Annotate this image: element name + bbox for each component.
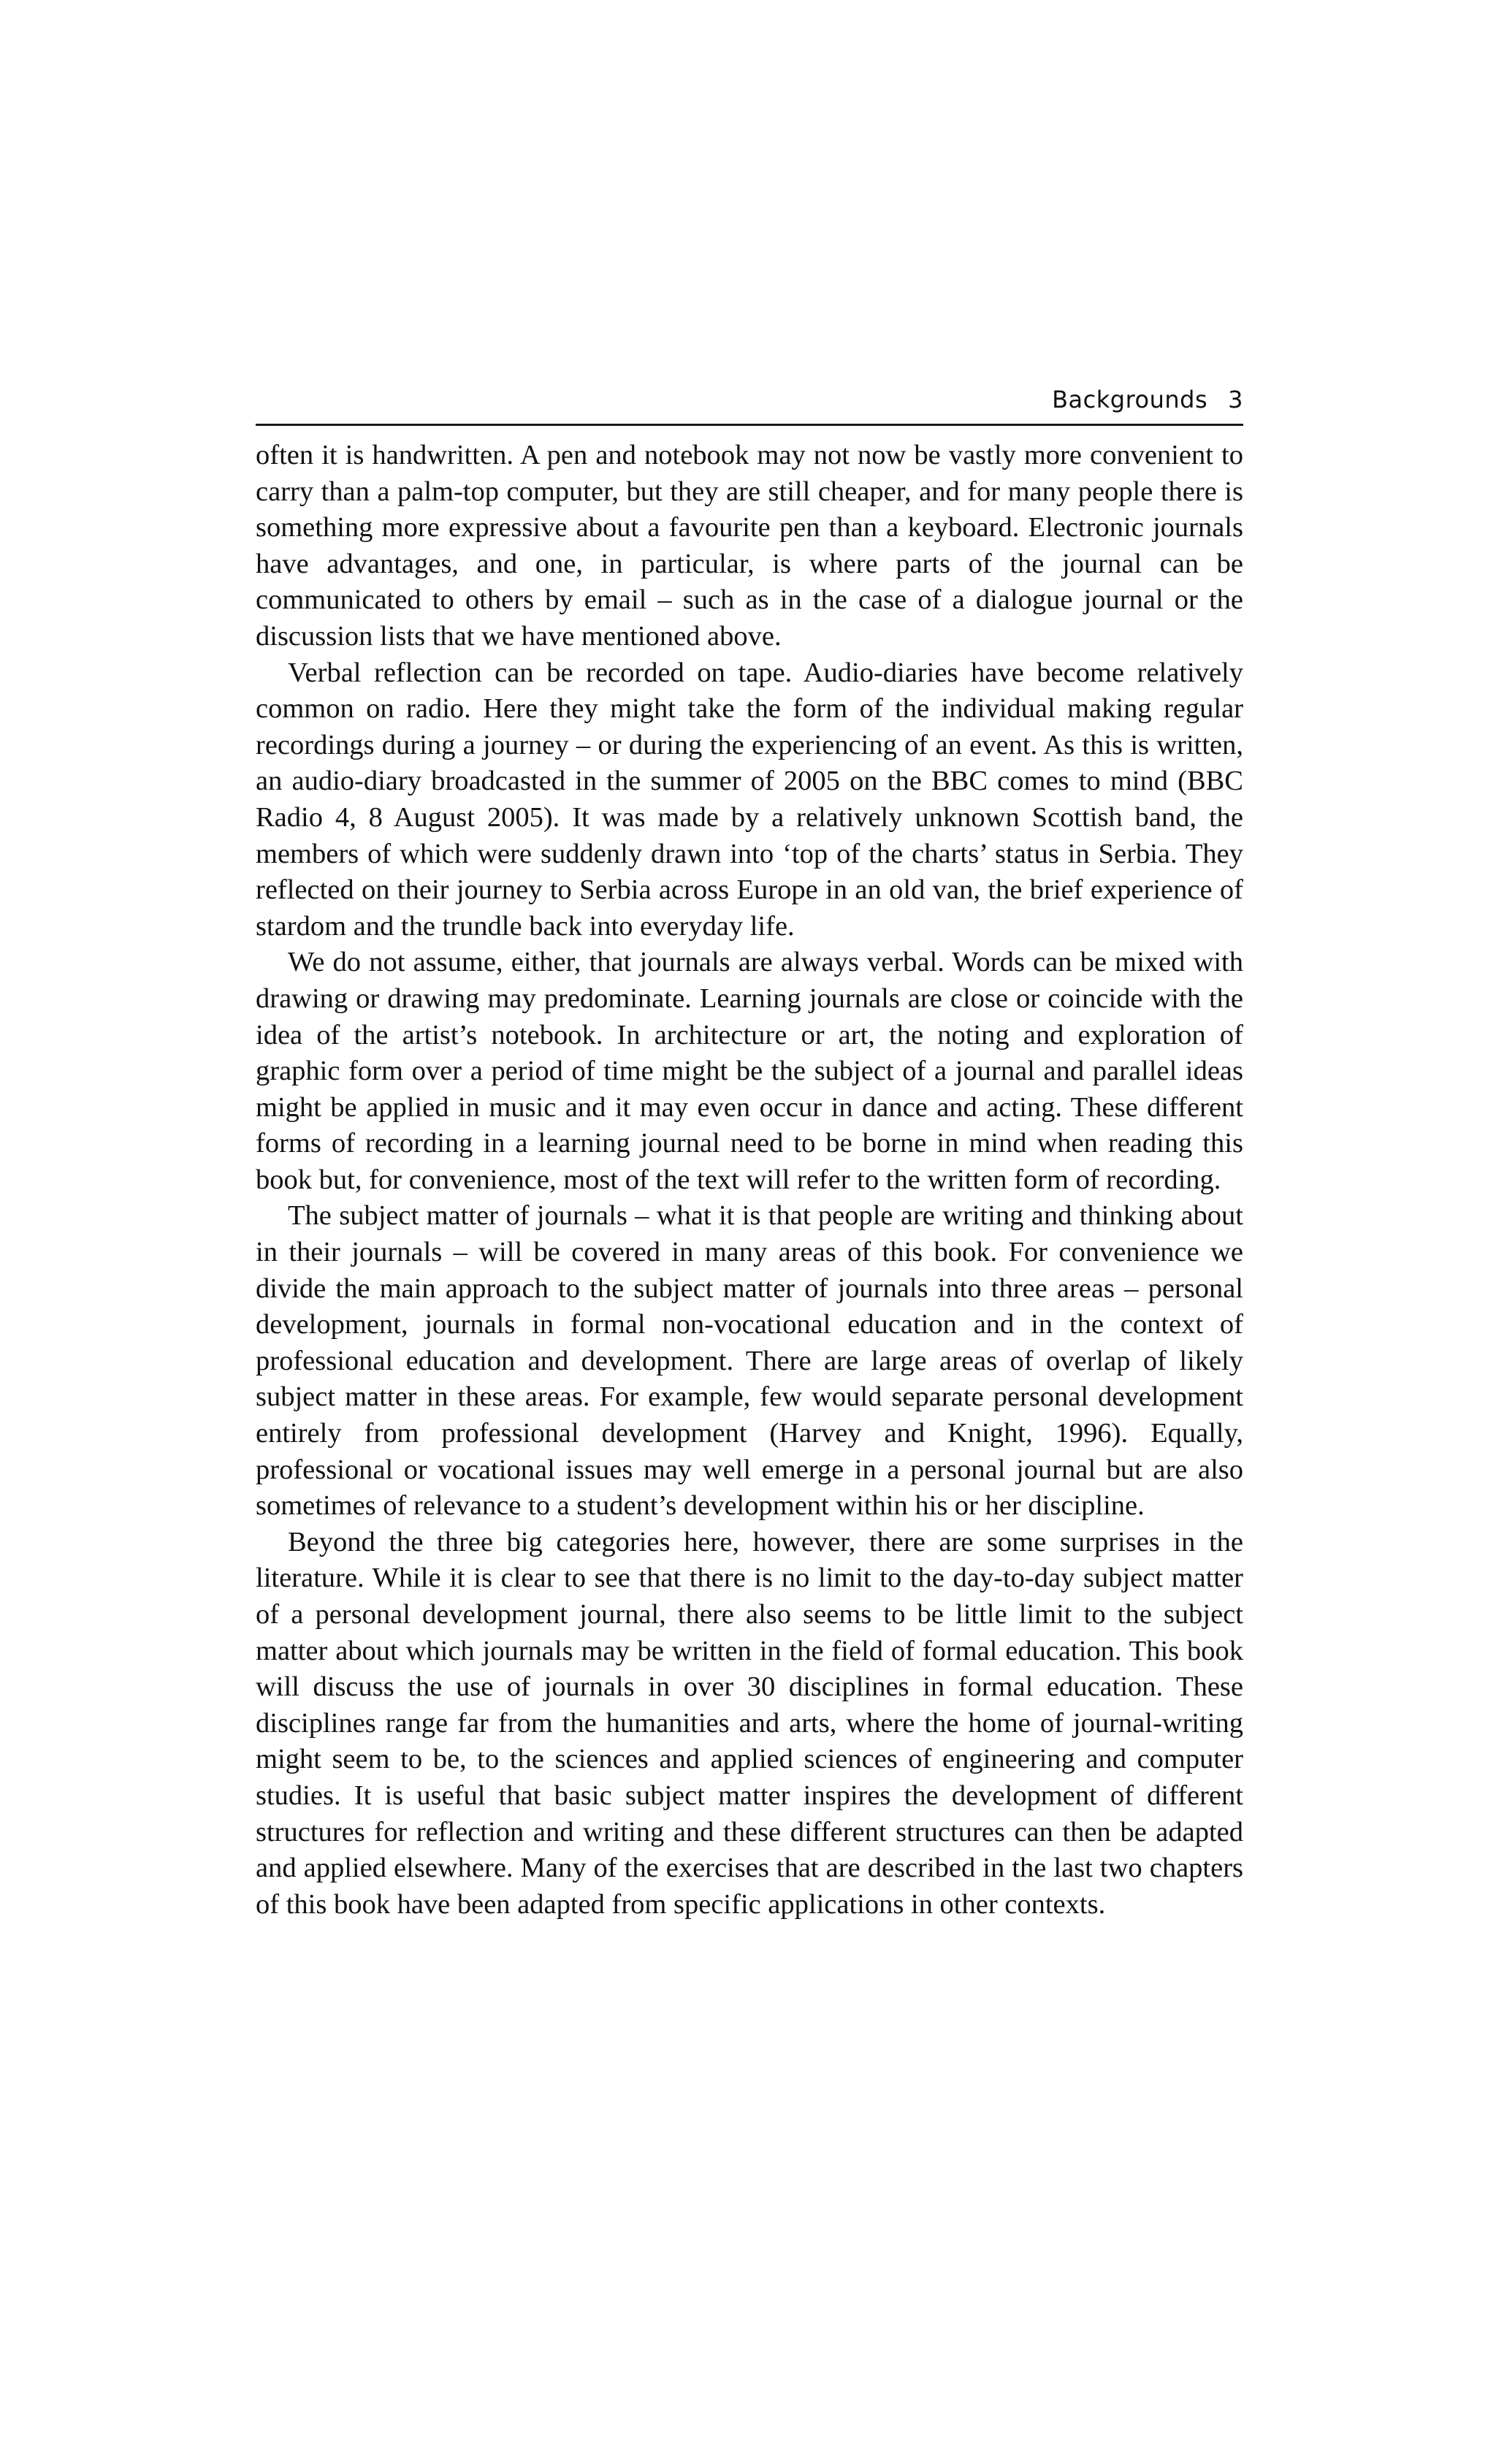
page-number: 3	[1228, 386, 1243, 413]
running-title: Backgrounds	[1052, 386, 1208, 413]
paragraph-2: Verbal reflection can be recorded on tape. Audio-diaries have become relatively common on radio. Here they might take the form of the individual making regular recordings during a journey – or during the experiencing of an event. As this is written, an audio-diary broadcasted in the summer of 2005 on the BBC comes to mind (BBC Radio 4, 8 August 2005). It was made by a relatively unknown Scottish band, the members of which were suddenly drawn into ‘top of the charts’ status in Serbia. They reflected on their journey to Serbia across Europe in an old van, the brief experience of stardom and the trundle back into everyday life.	[256, 657, 1243, 942]
paragraph-3: We do not assume, either, that journals are always verbal. Words can be mixed with drawing or drawing may predominate. Learning journals are close or coincide with the idea of the artist’s notebook. In architecture or art, the noting and exploration of graphic form over a period of time might be the subject of a journal and parallel ideas might be applied in music and it may even occur in dance and acting. These different forms of recording in a learning journal need to be borne in mind when reading this book but, for convenience, most of the text will refer to the written form of recording.	[256, 947, 1243, 1195]
paragraph-5: Beyond the three big categories here, however, there are some surprises in the literature. While it is clear to see that there is no limit to the day-to-day subject matter of a personal development journal, there also seems to be little limit to the subject matter about which journals may be written in the field of formal education. This book will discuss the use of journals in over 30 disciplines in formal education. These disciplines range far from the humanities and arts, where the home of journal-writing might seem to be, to the sciences and applied sciences of engineering and computer studies. It is useful that basic subject matter inspires the development of different structures for reflection and writing and these different structures can then be adapted and applied elsewhere. Many of the exercises that are described in the last two chapters of this book have been adapted from specific applications in other contexts.	[256, 1526, 1243, 1920]
book-page	[256, 380, 1243, 1923]
running-head-text	[1052, 386, 1243, 413]
running-head	[256, 380, 1243, 426]
paragraph-1: often it is handwritten. A pen and notebook may not now be vastly more convenient to carry than a palm-top computer, but they are still cheaper, and for many people there is something more expressive about a favourite pen than a keyboard. Electronic journals have advantages, and one, in particular, is where parts of the journal can be communicated to others by email – such as in the case of a dialogue journal or the discussion lists that we have mentioned above.	[256, 440, 1243, 652]
paragraph-4: The subject matter of journals – what it is that people are writing and thinking about in their journals – will be covered in many areas of this book. For convenience we divide the main approach to the subject matter of journals into three areas – personal development, journals in formal non-vocational education and in the context of professional education and development. There are large areas of overlap of likely subject matter in these areas. For example, few would separate personal development entirely from professional development (Harvey and Knight, 1996). Equally, professional or vocational issues may well emerge in a personal journal but are also sometimes of relevance to a student’s development within his or her discipline.	[256, 1200, 1243, 1522]
body-text	[256, 438, 1243, 1923]
